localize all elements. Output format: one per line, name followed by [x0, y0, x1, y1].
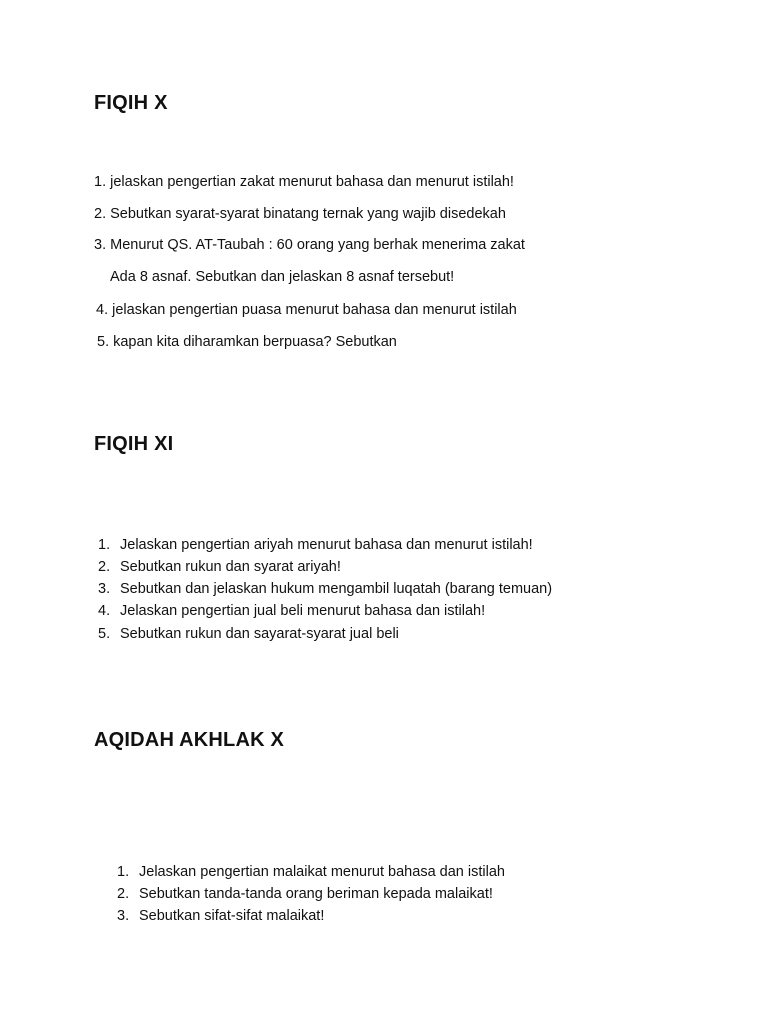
question-line: 3. Menurut QS. AT-Taubah : 60 orang yang berhak menerima zakat [94, 237, 525, 253]
list-item [117, 908, 324, 924]
list-item-number: 1. [117, 864, 130, 880]
list-item [117, 886, 493, 902]
list-item-number: 5. [98, 626, 111, 642]
list-item [98, 603, 485, 619]
list-item-text: Sebutkan sifat-sifat malaikat! [139, 908, 325, 924]
list-item [98, 626, 399, 642]
list-item-number: 4. [98, 603, 111, 619]
list-item-text: Jelaskan pengertian jual beli menurut bahasa dan istilah! [120, 603, 486, 619]
list-item [98, 559, 341, 575]
list-item-number: 2. [117, 886, 130, 902]
list-item-number: 2. [98, 559, 111, 575]
list-item-number: 3. [117, 908, 130, 924]
list-item-text: Sebutkan dan jelaskan hukum mengambil luqatah (barang temuan) [120, 581, 553, 597]
list-item-number: 1. [98, 537, 111, 553]
section-title-fiqih-x: FIQIH X [94, 92, 168, 114]
question-line: 5. kapan kita diharamkan berpuasa? Sebutkan [97, 334, 397, 350]
list-item-text: Sebutkan tanda-tanda orang beriman kepada malaikat! [139, 886, 493, 902]
list-item-number: 3. [98, 581, 111, 597]
list-item-text: Jelaskan pengertian ariyah menurut bahasa dan menurut istilah! [120, 537, 533, 553]
list-item-text: Sebutkan rukun dan sayarat-syarat jual beli [120, 626, 399, 642]
question-line-continuation: Ada 8 asnaf. Sebutkan dan jelaskan 8 asnaf tersebut! [110, 269, 455, 285]
list-item [117, 864, 505, 880]
list-item [98, 581, 552, 597]
question-line: 4. jelaskan pengertian puasa menurut bahasa dan menurut istilah [96, 302, 517, 318]
list-item-text: Jelaskan pengertian malaikat menurut bahasa dan istilah [139, 864, 505, 880]
question-line: 1. jelaskan pengertian zakat menurut bahasa dan menurut istilah! [94, 174, 514, 190]
list-item [98, 537, 533, 553]
section-title-aqidah-akhlak-x: AQIDAH AKHLAK X [94, 729, 285, 751]
question-line: 2. Sebutkan syarat-syarat binatang ternak yang wajib disedekah [94, 206, 506, 222]
list-item-text: Sebutkan rukun dan syarat ariyah! [120, 559, 341, 575]
section-title-fiqih-xi: FIQIH XI [94, 433, 174, 455]
